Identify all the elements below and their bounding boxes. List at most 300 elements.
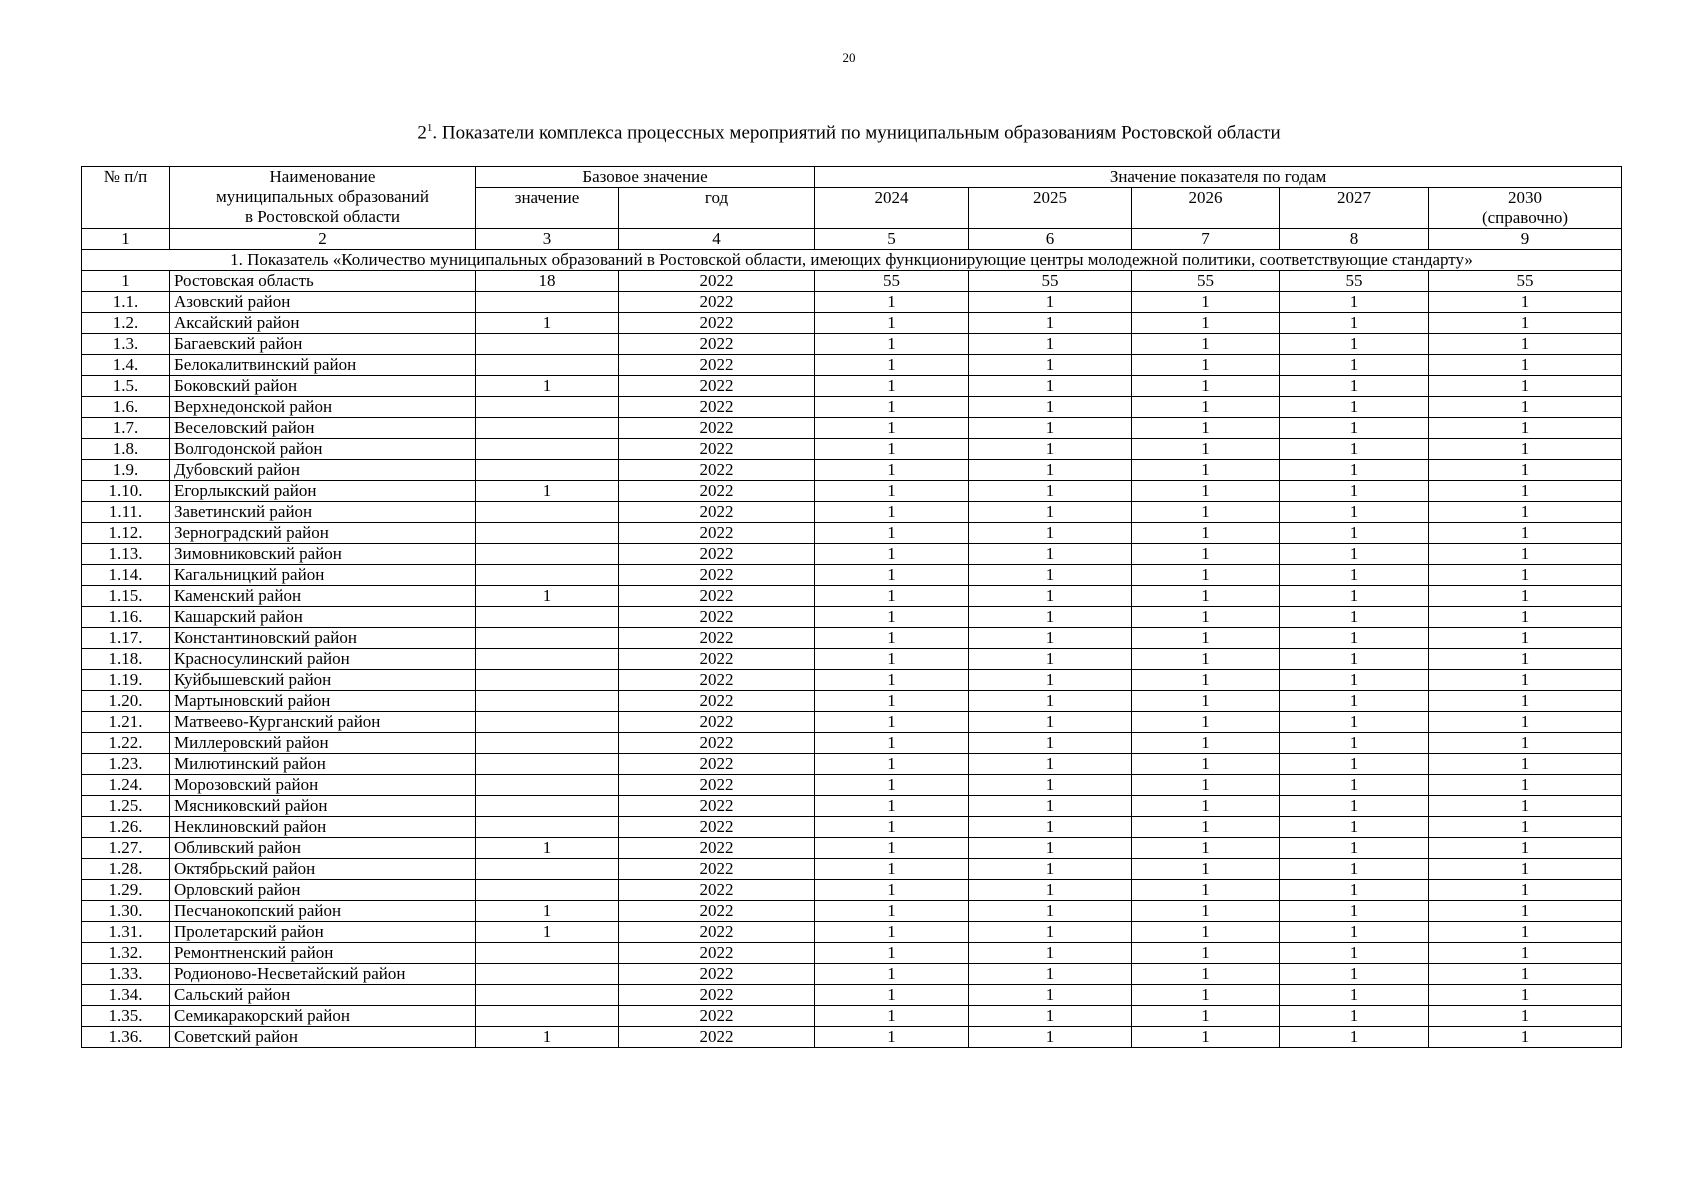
base-year: 2022 bbox=[619, 1027, 815, 1048]
row-number: 1.20. bbox=[82, 691, 170, 712]
base-year: 2022 bbox=[619, 271, 815, 292]
value-2026: 1 bbox=[1132, 922, 1280, 943]
value-2027: 1 bbox=[1280, 376, 1429, 397]
value-2024: 1 bbox=[815, 901, 969, 922]
base-value: 1 bbox=[476, 313, 619, 334]
value-2030: 1 bbox=[1429, 1006, 1622, 1027]
value-2030: 1 bbox=[1429, 775, 1622, 796]
value-2024: 1 bbox=[815, 565, 969, 586]
value-2026: 1 bbox=[1132, 607, 1280, 628]
municipality-name: Обливский район bbox=[170, 838, 476, 859]
municipality-name: Константиновский район bbox=[170, 628, 476, 649]
base-year: 2022 bbox=[619, 901, 815, 922]
value-2024: 1 bbox=[815, 691, 969, 712]
value-2024: 1 bbox=[815, 313, 969, 334]
value-2030: 1 bbox=[1429, 922, 1622, 943]
value-2030: 1 bbox=[1429, 523, 1622, 544]
value-2025: 1 bbox=[969, 838, 1132, 859]
value-2026: 1 bbox=[1132, 376, 1280, 397]
value-2024: 1 bbox=[815, 859, 969, 880]
base-year: 2022 bbox=[619, 376, 815, 397]
base-value: 1 bbox=[476, 1027, 619, 1048]
table-row bbox=[82, 460, 1622, 481]
table-row bbox=[82, 985, 1622, 1006]
value-2025: 1 bbox=[969, 313, 1132, 334]
value-2025: 1 bbox=[969, 796, 1132, 817]
header-base-value: значение bbox=[476, 188, 619, 229]
header-row-1 bbox=[82, 167, 1622, 188]
value-2027: 1 bbox=[1280, 523, 1429, 544]
base-value: 1 bbox=[476, 901, 619, 922]
value-2027: 1 bbox=[1280, 313, 1429, 334]
value-2026: 1 bbox=[1132, 670, 1280, 691]
row-number: 1.33. bbox=[82, 964, 170, 985]
value-2030: 1 bbox=[1429, 334, 1622, 355]
base-value bbox=[476, 964, 619, 985]
table-row bbox=[82, 754, 1622, 775]
value-2026: 1 bbox=[1132, 565, 1280, 586]
base-year: 2022 bbox=[619, 964, 815, 985]
table-row bbox=[82, 292, 1622, 313]
table-row bbox=[82, 481, 1622, 502]
value-2026: 1 bbox=[1132, 523, 1280, 544]
value-2024: 1 bbox=[815, 733, 969, 754]
value-2027: 1 bbox=[1280, 1027, 1429, 1048]
table-row bbox=[82, 712, 1622, 733]
table-row bbox=[82, 880, 1622, 901]
value-2030: 1 bbox=[1429, 586, 1622, 607]
value-2026: 1 bbox=[1132, 985, 1280, 1006]
row-number: 1.13. bbox=[82, 544, 170, 565]
base-value bbox=[476, 796, 619, 817]
row-number: 1.21. bbox=[82, 712, 170, 733]
row-number: 1.19. bbox=[82, 670, 170, 691]
value-2030: 1 bbox=[1429, 859, 1622, 880]
row-number: 1.34. bbox=[82, 985, 170, 1006]
table-row bbox=[82, 901, 1622, 922]
value-2026: 1 bbox=[1132, 796, 1280, 817]
base-year: 2022 bbox=[619, 838, 815, 859]
value-2024: 1 bbox=[815, 607, 969, 628]
row-number: 1.22. bbox=[82, 733, 170, 754]
base-year: 2022 bbox=[619, 313, 815, 334]
base-year: 2022 bbox=[619, 943, 815, 964]
value-2025: 1 bbox=[969, 691, 1132, 712]
col-number: 6 bbox=[969, 229, 1132, 250]
base-year: 2022 bbox=[619, 523, 815, 544]
value-2026: 1 bbox=[1132, 733, 1280, 754]
value-2025: 55 bbox=[969, 271, 1132, 292]
value-2026: 1 bbox=[1132, 649, 1280, 670]
value-2026: 1 bbox=[1132, 502, 1280, 523]
base-year: 2022 bbox=[619, 859, 815, 880]
value-2030: 1 bbox=[1429, 712, 1622, 733]
base-year: 2022 bbox=[619, 880, 815, 901]
base-year: 2022 bbox=[619, 355, 815, 376]
value-2025: 1 bbox=[969, 397, 1132, 418]
value-2025: 1 bbox=[969, 670, 1132, 691]
row-number: 1.10. bbox=[82, 481, 170, 502]
value-2024: 1 bbox=[815, 376, 969, 397]
value-2024: 1 bbox=[815, 649, 969, 670]
value-2025: 1 bbox=[969, 1006, 1132, 1027]
value-2025: 1 bbox=[969, 502, 1132, 523]
municipality-name: Волгодонской район bbox=[170, 439, 476, 460]
value-2026: 1 bbox=[1132, 838, 1280, 859]
header-name bbox=[170, 167, 476, 229]
base-year: 2022 bbox=[619, 502, 815, 523]
base-value bbox=[476, 1006, 619, 1027]
table-row bbox=[82, 418, 1622, 439]
table-row bbox=[82, 649, 1622, 670]
value-2030: 1 bbox=[1429, 649, 1622, 670]
value-2025: 1 bbox=[969, 1027, 1132, 1048]
value-2026: 1 bbox=[1132, 628, 1280, 649]
value-2025: 1 bbox=[969, 355, 1132, 376]
value-2030: 1 bbox=[1429, 964, 1622, 985]
value-2027: 1 bbox=[1280, 943, 1429, 964]
row-number: 1.23. bbox=[82, 754, 170, 775]
value-2030: 1 bbox=[1429, 439, 1622, 460]
municipality-name: Советский район bbox=[170, 1027, 476, 1048]
header-name-line3: в Ростовской области bbox=[244, 207, 401, 226]
value-2027: 1 bbox=[1280, 775, 1429, 796]
base-year: 2022 bbox=[619, 334, 815, 355]
value-2030: 1 bbox=[1429, 628, 1622, 649]
header-2027: 2027 bbox=[1280, 188, 1429, 229]
column-numbers-row bbox=[82, 229, 1622, 250]
header-2030 bbox=[1429, 188, 1622, 229]
value-2025: 1 bbox=[969, 733, 1132, 754]
base-year: 2022 bbox=[619, 628, 815, 649]
table-row bbox=[82, 964, 1622, 985]
municipality-name: Боковский район bbox=[170, 376, 476, 397]
municipality-name: Заветинский район bbox=[170, 502, 476, 523]
value-2024: 1 bbox=[815, 985, 969, 1006]
value-2027: 1 bbox=[1280, 439, 1429, 460]
value-2027: 1 bbox=[1280, 691, 1429, 712]
municipality-name: Белокалитвинский район bbox=[170, 355, 476, 376]
table-row bbox=[82, 355, 1622, 376]
table-row bbox=[82, 313, 1622, 334]
value-2027: 1 bbox=[1280, 817, 1429, 838]
base-value: 18 bbox=[476, 271, 619, 292]
value-2027: 1 bbox=[1280, 502, 1429, 523]
value-2027: 1 bbox=[1280, 418, 1429, 439]
header-num: № п/п bbox=[82, 167, 170, 229]
base-value bbox=[476, 775, 619, 796]
row-number: 1 bbox=[82, 271, 170, 292]
value-2030: 1 bbox=[1429, 607, 1622, 628]
base-value bbox=[476, 502, 619, 523]
header-2026: 2026 bbox=[1132, 188, 1280, 229]
value-2025: 1 bbox=[969, 292, 1132, 313]
table-row bbox=[82, 271, 1622, 292]
value-2024: 1 bbox=[815, 460, 969, 481]
value-2026: 1 bbox=[1132, 691, 1280, 712]
value-2026: 1 bbox=[1132, 460, 1280, 481]
municipality-name: Родионово-Несветайский район bbox=[170, 964, 476, 985]
value-2026: 1 bbox=[1132, 817, 1280, 838]
value-2025: 1 bbox=[969, 964, 1132, 985]
value-2030: 1 bbox=[1429, 292, 1622, 313]
value-2026: 1 bbox=[1132, 481, 1280, 502]
table-row bbox=[82, 523, 1622, 544]
value-2025: 1 bbox=[969, 628, 1132, 649]
value-2025: 1 bbox=[969, 565, 1132, 586]
base-value bbox=[476, 565, 619, 586]
value-2027: 1 bbox=[1280, 796, 1429, 817]
row-number: 1.24. bbox=[82, 775, 170, 796]
value-2024: 1 bbox=[815, 418, 969, 439]
municipality-name: Мясниковский район bbox=[170, 796, 476, 817]
municipality-name: Пролетарский район bbox=[170, 922, 476, 943]
base-value: 1 bbox=[476, 922, 619, 943]
value-2027: 1 bbox=[1280, 712, 1429, 733]
value-2025: 1 bbox=[969, 901, 1132, 922]
value-2025: 1 bbox=[969, 544, 1132, 565]
section-title: 1. Показатель «Количество муниципальных образований в Ростовской области, имеющих функционирующие центры молодежной политики, соответствующие стандарту» bbox=[82, 250, 1622, 271]
value-2024: 1 bbox=[815, 817, 969, 838]
header-2030-year: 2030 bbox=[1508, 188, 1543, 207]
value-2030: 1 bbox=[1429, 565, 1622, 586]
value-2027: 1 bbox=[1280, 355, 1429, 376]
row-number: 1.28. bbox=[82, 859, 170, 880]
value-2025: 1 bbox=[969, 985, 1132, 1006]
title-text: . Показатели комплекса процессных мероприятий по муниципальным образованиям Ростовской области bbox=[432, 122, 1281, 144]
value-2025: 1 bbox=[969, 880, 1132, 901]
col-number: 1 bbox=[82, 229, 170, 250]
value-2026: 1 bbox=[1132, 586, 1280, 607]
value-2024: 1 bbox=[815, 355, 969, 376]
value-2025: 1 bbox=[969, 607, 1132, 628]
base-year: 2022 bbox=[619, 460, 815, 481]
row-number: 1.11. bbox=[82, 502, 170, 523]
municipality-name: Аксайский район bbox=[170, 313, 476, 334]
row-number: 1.12. bbox=[82, 523, 170, 544]
value-2027: 1 bbox=[1280, 985, 1429, 1006]
row-number: 1.1. bbox=[82, 292, 170, 313]
base-value bbox=[476, 607, 619, 628]
base-year: 2022 bbox=[619, 670, 815, 691]
table-row bbox=[82, 817, 1622, 838]
table-row bbox=[82, 376, 1622, 397]
municipality-name: Неклиновский район bbox=[170, 817, 476, 838]
value-2030: 1 bbox=[1429, 481, 1622, 502]
value-2026: 1 bbox=[1132, 1006, 1280, 1027]
base-value bbox=[476, 670, 619, 691]
value-2024: 1 bbox=[815, 544, 969, 565]
base-value: 1 bbox=[476, 838, 619, 859]
municipality-name: Куйбышевский район bbox=[170, 670, 476, 691]
base-value bbox=[476, 439, 619, 460]
col-number: 3 bbox=[476, 229, 619, 250]
row-number: 1.29. bbox=[82, 880, 170, 901]
row-number: 1.2. bbox=[82, 313, 170, 334]
value-2025: 1 bbox=[969, 439, 1132, 460]
header-2030-note: (справочно) bbox=[1481, 208, 1569, 227]
value-2025: 1 bbox=[969, 754, 1132, 775]
value-2026: 1 bbox=[1132, 397, 1280, 418]
title-superscript: 1 bbox=[426, 122, 433, 134]
base-value bbox=[476, 460, 619, 481]
value-2027: 1 bbox=[1280, 670, 1429, 691]
municipality-name: Ростовская область bbox=[170, 271, 476, 292]
base-year: 2022 bbox=[619, 733, 815, 754]
table-row bbox=[82, 796, 1622, 817]
municipality-name: Кагальницкий район bbox=[170, 565, 476, 586]
value-2027: 1 bbox=[1280, 880, 1429, 901]
header-2025: 2025 bbox=[969, 188, 1132, 229]
base-value bbox=[476, 397, 619, 418]
value-2027: 1 bbox=[1280, 628, 1429, 649]
value-2024: 1 bbox=[815, 964, 969, 985]
value-2027: 1 bbox=[1280, 964, 1429, 985]
base-value bbox=[476, 418, 619, 439]
value-2030: 1 bbox=[1429, 943, 1622, 964]
row-number: 1.17. bbox=[82, 628, 170, 649]
value-2026: 1 bbox=[1132, 880, 1280, 901]
value-2026: 1 bbox=[1132, 292, 1280, 313]
value-2026: 1 bbox=[1132, 439, 1280, 460]
value-2026: 1 bbox=[1132, 355, 1280, 376]
value-2024: 1 bbox=[815, 481, 969, 502]
value-2027: 1 bbox=[1280, 838, 1429, 859]
row-number: 1.3. bbox=[82, 334, 170, 355]
value-2030: 1 bbox=[1429, 691, 1622, 712]
table-row bbox=[82, 838, 1622, 859]
col-number: 4 bbox=[619, 229, 815, 250]
value-2025: 1 bbox=[969, 523, 1132, 544]
value-2024: 1 bbox=[815, 838, 969, 859]
base-year: 2022 bbox=[619, 985, 815, 1006]
value-2027: 1 bbox=[1280, 397, 1429, 418]
table-row bbox=[82, 565, 1622, 586]
value-2027: 1 bbox=[1280, 859, 1429, 880]
municipality-name: Веселовский район bbox=[170, 418, 476, 439]
base-value: 1 bbox=[476, 481, 619, 502]
row-number: 1.36. bbox=[82, 1027, 170, 1048]
value-2024: 1 bbox=[815, 523, 969, 544]
value-2027: 1 bbox=[1280, 754, 1429, 775]
municipality-name: Милютинский район bbox=[170, 754, 476, 775]
value-2030: 1 bbox=[1429, 817, 1622, 838]
municipality-name: Верхнедонской район bbox=[170, 397, 476, 418]
value-2026: 1 bbox=[1132, 334, 1280, 355]
municipality-name: Багаевский район bbox=[170, 334, 476, 355]
base-year: 2022 bbox=[619, 817, 815, 838]
base-year: 2022 bbox=[619, 544, 815, 565]
value-2024: 1 bbox=[815, 1027, 969, 1048]
value-2027: 1 bbox=[1280, 544, 1429, 565]
base-value: 1 bbox=[476, 376, 619, 397]
base-year: 2022 bbox=[619, 775, 815, 796]
value-2024: 1 bbox=[815, 880, 969, 901]
value-2027: 1 bbox=[1280, 901, 1429, 922]
municipality-name: Семикаракорский район bbox=[170, 1006, 476, 1027]
header-base-year: год bbox=[619, 188, 815, 229]
value-2025: 1 bbox=[969, 649, 1132, 670]
value-2030: 1 bbox=[1429, 502, 1622, 523]
row-number: 1.8. bbox=[82, 439, 170, 460]
value-2030: 1 bbox=[1429, 985, 1622, 1006]
table-row bbox=[82, 544, 1622, 565]
table-row bbox=[82, 334, 1622, 355]
row-number: 1.16. bbox=[82, 607, 170, 628]
value-2025: 1 bbox=[969, 376, 1132, 397]
value-2027: 1 bbox=[1280, 292, 1429, 313]
base-value bbox=[476, 733, 619, 754]
base-value bbox=[476, 292, 619, 313]
base-year: 2022 bbox=[619, 796, 815, 817]
value-2024: 1 bbox=[815, 439, 969, 460]
col-number: 5 bbox=[815, 229, 969, 250]
value-2027: 1 bbox=[1280, 565, 1429, 586]
value-2024: 1 bbox=[815, 775, 969, 796]
table-row bbox=[82, 670, 1622, 691]
value-2024: 1 bbox=[815, 943, 969, 964]
base-value bbox=[476, 754, 619, 775]
value-2027: 1 bbox=[1280, 649, 1429, 670]
value-2026: 1 bbox=[1132, 544, 1280, 565]
row-number: 1.32. bbox=[82, 943, 170, 964]
value-2026: 1 bbox=[1132, 775, 1280, 796]
base-year: 2022 bbox=[619, 565, 815, 586]
row-number: 1.9. bbox=[82, 460, 170, 481]
value-2024: 1 bbox=[815, 712, 969, 733]
table-row bbox=[82, 922, 1622, 943]
row-number: 1.6. bbox=[82, 397, 170, 418]
value-2030: 1 bbox=[1429, 313, 1622, 334]
base-value bbox=[476, 355, 619, 376]
value-2025: 1 bbox=[969, 817, 1132, 838]
value-2027: 1 bbox=[1280, 733, 1429, 754]
municipality-name: Егорлыкский район bbox=[170, 481, 476, 502]
base-year: 2022 bbox=[619, 439, 815, 460]
value-2025: 1 bbox=[969, 859, 1132, 880]
row-number: 1.4. bbox=[82, 355, 170, 376]
value-2030: 1 bbox=[1429, 1027, 1622, 1048]
base-year: 2022 bbox=[619, 397, 815, 418]
base-year: 2022 bbox=[619, 292, 815, 313]
row-number: 1.15. bbox=[82, 586, 170, 607]
row-number: 1.26. bbox=[82, 817, 170, 838]
header-base: Базовое значение bbox=[476, 167, 815, 188]
base-value bbox=[476, 859, 619, 880]
value-2024: 1 bbox=[815, 502, 969, 523]
table-body bbox=[82, 250, 1622, 1048]
municipality-name: Орловский район bbox=[170, 880, 476, 901]
value-2024: 1 bbox=[815, 670, 969, 691]
base-value bbox=[476, 943, 619, 964]
value-2030: 1 bbox=[1429, 544, 1622, 565]
value-2024: 1 bbox=[815, 586, 969, 607]
value-2024: 1 bbox=[815, 628, 969, 649]
value-2024: 1 bbox=[815, 796, 969, 817]
value-2030: 1 bbox=[1429, 376, 1622, 397]
base-year: 2022 bbox=[619, 481, 815, 502]
row-number: 1.30. bbox=[82, 901, 170, 922]
municipality-name: Песчанокопский район bbox=[170, 901, 476, 922]
document-title bbox=[0, 122, 1698, 144]
table-row bbox=[82, 397, 1622, 418]
value-2027: 1 bbox=[1280, 607, 1429, 628]
base-value bbox=[476, 880, 619, 901]
value-2026: 1 bbox=[1132, 964, 1280, 985]
table-row bbox=[82, 733, 1622, 754]
base-value bbox=[476, 817, 619, 838]
municipality-name: Каменский район bbox=[170, 586, 476, 607]
